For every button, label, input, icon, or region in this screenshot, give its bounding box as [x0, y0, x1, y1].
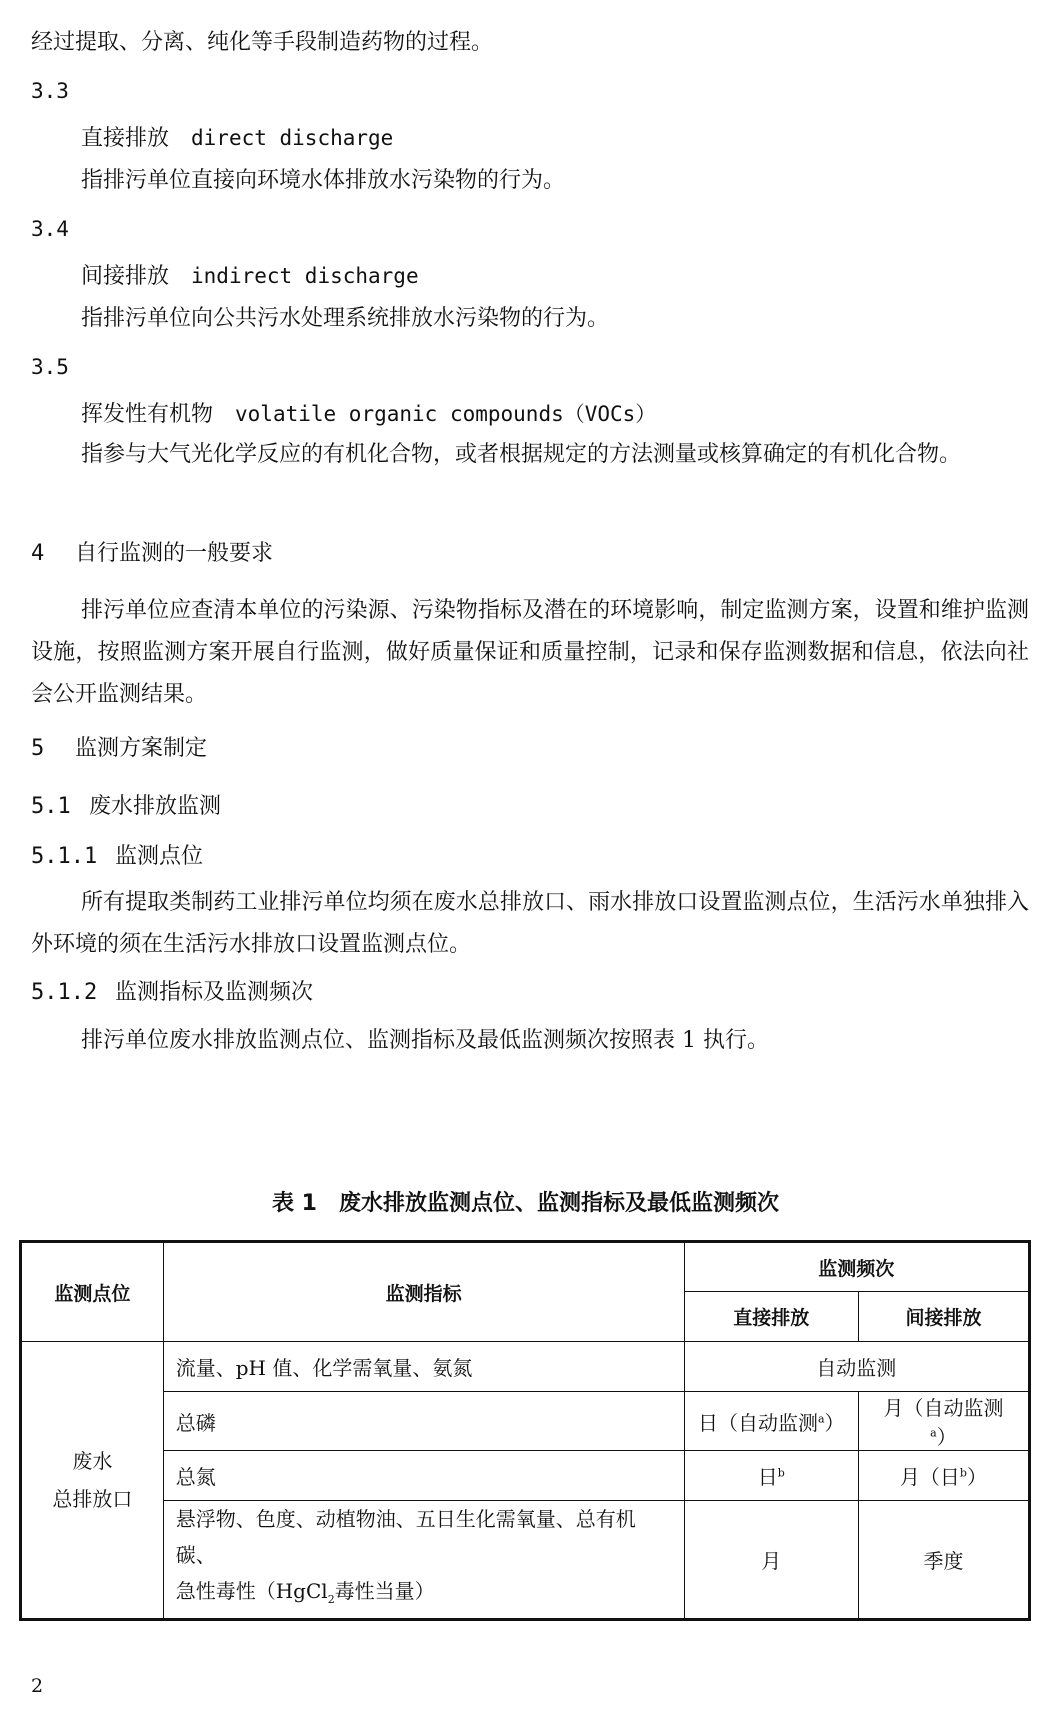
- section-title: 监测指标及监测频次: [115, 980, 314, 1005]
- section-number: 5.1: [31, 794, 71, 819]
- definition-3-5: 指参与大气光化学反应的有机化合物，或者根据规定的方法测量或核算确定的有机化合物。: [81, 442, 962, 467]
- section-title: 自行监测的一般要求: [75, 541, 274, 566]
- indirect-text-end: ）: [936, 1425, 957, 1449]
- section-5-1-2-body: 排污单位废水排放监测点位、监测指标及最低监测频次按照表 1 执行。: [81, 1028, 769, 1053]
- table-caption: 表 1 废水排放监测点位、监测指标及最低监测频次: [272, 1191, 779, 1216]
- term-cn: 挥发性有机物: [81, 402, 214, 427]
- definition-3-4: 指排污单位向公共污水处理系统排放水污染物的行为。: [81, 306, 610, 331]
- continuation-text: 经过提取、分离、纯化等手段制造药物的过程。: [31, 30, 494, 55]
- indicator-line: 悬浮物、色度、动植物油、五日生化需氧量、总有机碳、: [175, 1507, 636, 1567]
- term-en: direct discharge: [191, 126, 394, 150]
- direct-text: 日（自动监测: [697, 1410, 818, 1435]
- table-row: [21, 1342, 1030, 1392]
- section-number-3-4: 3.4: [31, 217, 69, 241]
- header-direct: 直接排放: [684, 1292, 858, 1342]
- term-en: indirect discharge: [191, 264, 419, 288]
- term-cn: 间接排放: [81, 264, 170, 289]
- page-number: 2: [31, 1675, 44, 1697]
- section-4-body: 排污单位应查清本单位的污染源、污染物指标及潜在的环境影响，制定监测方案，设置和维护监测设施，按照监测方案开展自行监测，做好质量保证和质量控制，记录和保存监测数据和信息，依法向社会公开监测结果。: [31, 598, 1029, 707]
- indirect-cell: [858, 1392, 1029, 1451]
- section-number-3-3: 3.3: [31, 79, 69, 103]
- section-5-1-heading: [31, 793, 221, 821]
- definition-3-3: 指排污单位直接向环境水体排放水污染物的行为。: [81, 168, 566, 193]
- monitoring-table: [19, 1240, 1031, 1621]
- indirect-cell: [858, 1451, 1029, 1501]
- header-point: 监测点位: [21, 1242, 164, 1342]
- indirect-text-end: ）: [966, 1465, 987, 1489]
- table-row: [21, 1501, 1030, 1620]
- frequency-merged-cell: 自动监测: [684, 1342, 1029, 1392]
- section-title: 监测点位: [115, 844, 204, 869]
- indicator-line: 急性毒性（HgCl: [175, 1579, 328, 1603]
- section-number-3-5: 3.5: [31, 355, 69, 379]
- indirect-text: 月（日: [899, 1465, 960, 1489]
- section-number: 5.1.2: [31, 980, 98, 1005]
- header-indicator: 监测指标: [163, 1242, 684, 1342]
- indirect-cell: 季度: [858, 1501, 1029, 1620]
- indicator-cell: 总氮: [163, 1451, 684, 1501]
- direct-cell: [684, 1451, 858, 1501]
- header-indirect: 间接排放: [858, 1292, 1029, 1342]
- indirect-text: 月（自动监测: [883, 1396, 1004, 1420]
- footnote-mark: a: [817, 1411, 825, 1425]
- section-title: 监测方案制定: [75, 736, 208, 761]
- table-row: [21, 1392, 1030, 1451]
- header-frequency: 监测频次: [684, 1242, 1029, 1292]
- section-number: 4: [31, 541, 45, 566]
- indicator-line-end: 毒性当量）: [334, 1579, 435, 1603]
- term-3-5: [81, 400, 656, 429]
- indicator-cell: [163, 1501, 684, 1620]
- table-header-row: [21, 1242, 1030, 1292]
- section-number: 5: [31, 736, 45, 761]
- table-row: [21, 1451, 1030, 1501]
- point-line: 废水: [72, 1449, 113, 1473]
- section-5-1-2-heading: [31, 979, 313, 1007]
- term-en: volatile organic compounds（VOCs）: [235, 402, 657, 426]
- section-number: 5.1.1: [31, 844, 98, 869]
- point-cell: [21, 1342, 164, 1620]
- section-5-heading: [31, 735, 207, 763]
- indicator-cell: 总磷: [163, 1392, 684, 1451]
- indicator-cell: 流量、pH 值、化学需氧量、氨氮: [163, 1342, 684, 1392]
- direct-cell: 月: [684, 1501, 858, 1620]
- term-3-4: [81, 262, 419, 291]
- section-title: 废水排放监测: [89, 794, 222, 819]
- section-4-heading: [31, 540, 273, 568]
- section-5-1-1-heading: [31, 843, 203, 871]
- footnote-mark: a: [930, 1426, 937, 1440]
- subscript: 2: [327, 1593, 335, 1606]
- direct-cell: [684, 1392, 858, 1451]
- term-3-3: [81, 124, 393, 153]
- footnote-mark: b: [959, 1466, 967, 1480]
- term-cn: 直接排放: [81, 126, 170, 151]
- direct-text-end: ）: [824, 1410, 845, 1435]
- point-line: 总排放口: [52, 1487, 133, 1511]
- section-5-1-1-body: 所有提取类制药工业排污单位均须在废水总排放口、雨水排放口设置监测点位，生活污水单独排入外环境的须在生活污水排放口设置监测点位。: [31, 890, 1029, 957]
- direct-text: 日: [757, 1465, 778, 1489]
- footnote-mark: b: [777, 1466, 785, 1480]
